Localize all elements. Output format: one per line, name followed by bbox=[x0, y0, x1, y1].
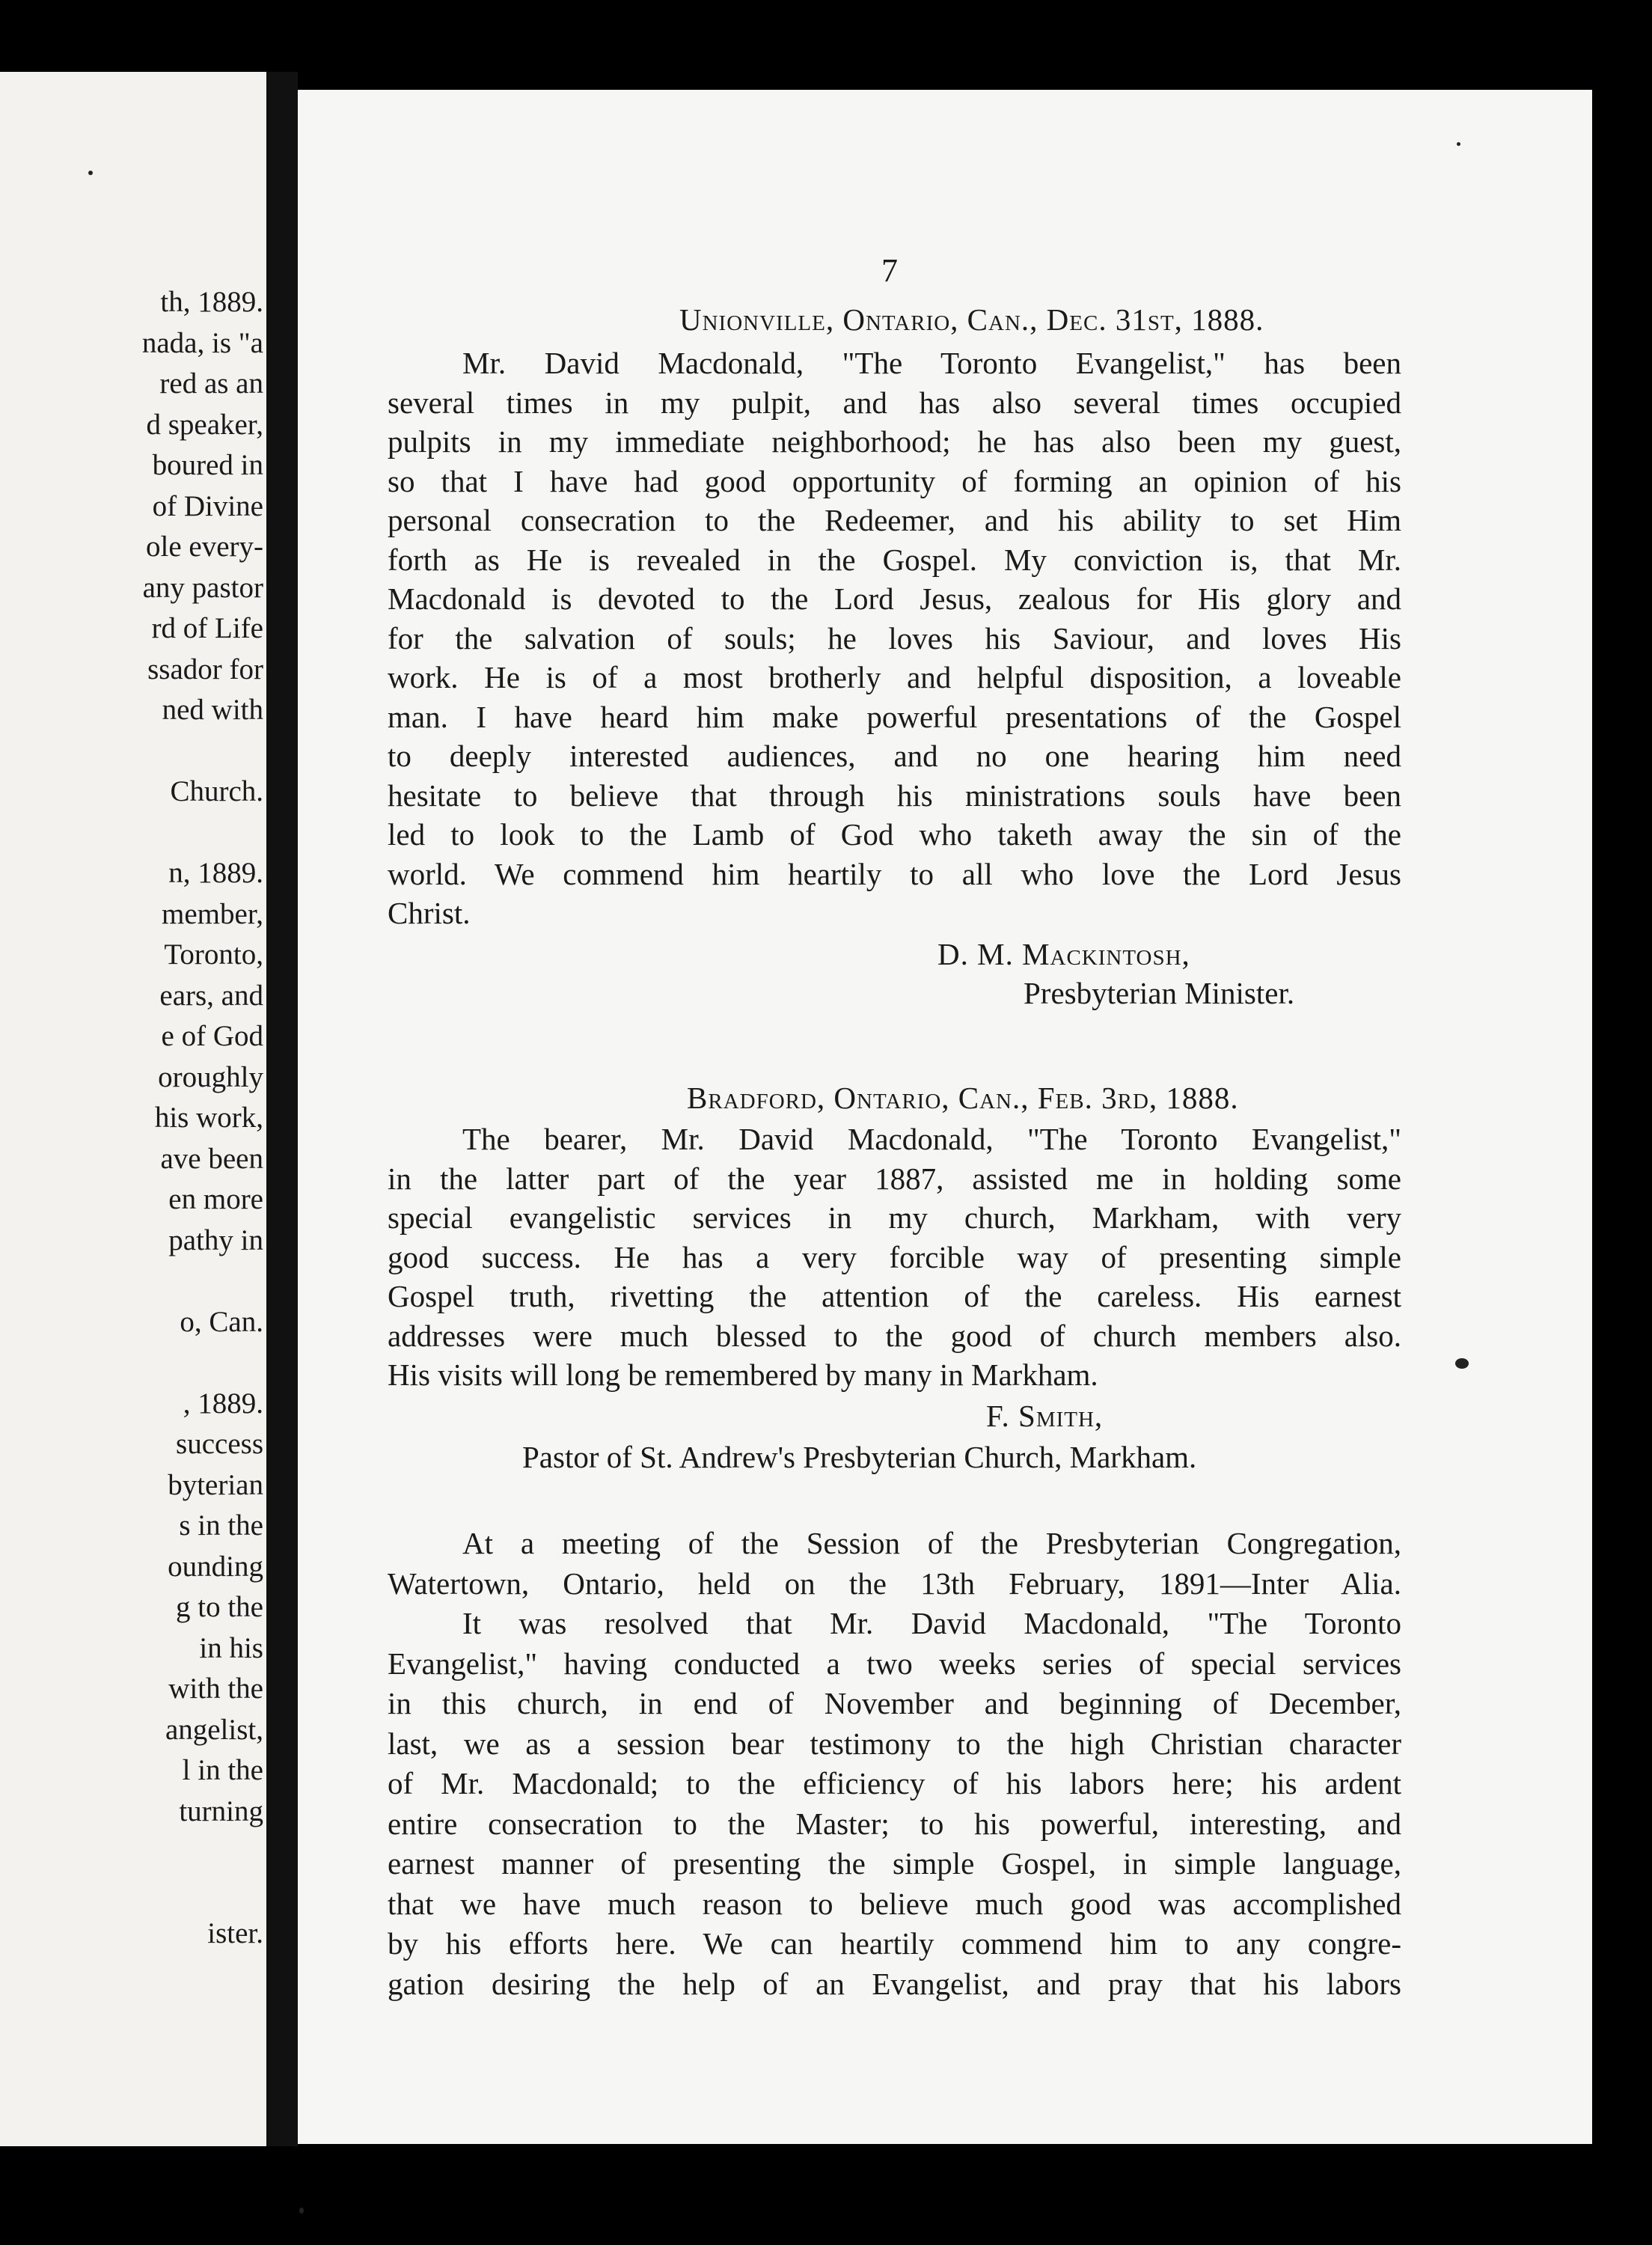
left-page-line: in his bbox=[199, 1631, 263, 1664]
text-line: addresses were much blessed to the good of church members also. bbox=[388, 1318, 1401, 1353]
letter2-signature-name: F. Smith, bbox=[986, 1399, 1104, 1433]
text-line: At a meeting of the Session of the Presbyterian Congregation, bbox=[462, 1526, 1401, 1560]
text-line: pulpits in my immediate neighborhood; he has also been my guest, bbox=[388, 424, 1401, 459]
left-page-line: ister. bbox=[207, 1917, 263, 1949]
left-page-line: ounding bbox=[168, 1550, 263, 1583]
left-page-line: ned with bbox=[162, 694, 263, 726]
text-line: by his efforts here. We can heartily commend him to any congre- bbox=[388, 1926, 1401, 1961]
letter1-signature-name: D. M. Mackintosh, bbox=[937, 937, 1190, 971]
text-line: Macdonald is devoted to the Lord Jesus, zealous for His glory and bbox=[388, 581, 1401, 616]
left-page-line: byterian bbox=[168, 1468, 263, 1501]
text-line: entire consecration to the Master; to his powerful, interesting, and bbox=[388, 1806, 1401, 1841]
left-page-line: boured in bbox=[152, 449, 263, 481]
text-line: world. We commend him heartily to all who love the Lord Jesus bbox=[388, 856, 1401, 891]
left-page-line: turning bbox=[179, 1795, 263, 1827]
left-page-line: oroughly bbox=[158, 1060, 263, 1093]
left-page-line: n, 1889. bbox=[168, 857, 263, 889]
ink-speck bbox=[299, 2208, 304, 2214]
text-line: gation desiring the help of an Evangelist, and pray that his labors bbox=[388, 1966, 1401, 2001]
text-line: Christ. bbox=[388, 896, 471, 930]
text-line: special evangelistic services in my church, Markham, with very bbox=[388, 1200, 1401, 1235]
page-gutter bbox=[266, 72, 298, 2146]
text-line: that we have much reason to believe much good was accomplished bbox=[388, 1886, 1401, 1921]
left-page-line: l in the bbox=[182, 1754, 263, 1786]
ink-speck bbox=[88, 171, 93, 175]
text-line: led to look to the Lamb of God who taketh away the sin of the bbox=[388, 817, 1401, 852]
text-line: work. He is of a most brotherly and helpful disposition, a loveable bbox=[388, 660, 1401, 694]
left-page-line: e of God bbox=[161, 1020, 263, 1052]
text-line: for the salvation of souls; he loves his Saviour, and loves His bbox=[388, 620, 1401, 656]
left-page-line: ssador for bbox=[147, 653, 263, 685]
left-page-line: , 1889. bbox=[183, 1387, 263, 1420]
text-line: His visits will long be remembered by many in Markham. bbox=[388, 1357, 1098, 1392]
left-page-line: en more bbox=[168, 1183, 263, 1215]
left-page-line: Church. bbox=[170, 775, 263, 807]
left-facing-page bbox=[0, 72, 266, 2146]
text-line: good success. He has a very forcible way of presenting simple bbox=[388, 1239, 1401, 1274]
left-page-line: with the bbox=[168, 1673, 263, 1705]
left-page-line: red as an bbox=[159, 367, 263, 400]
letter2-signature-title: Pastor of St. Andrew's Presbyterian Church, Markham. bbox=[522, 1440, 1197, 1474]
text-line: in this church, in end of November and beginning of December, bbox=[388, 1686, 1401, 1720]
left-page-line: angelist, bbox=[165, 1713, 263, 1746]
left-page-line: pathy in bbox=[168, 1224, 263, 1256]
left-page-line: rd of Life bbox=[151, 612, 263, 644]
letter2-dateline: Bradford, Ontario, Can., Feb. 3rd, 1888. bbox=[687, 1081, 1239, 1115]
left-page-line: th, 1889. bbox=[160, 286, 263, 318]
text-line: It was resolved that Mr. David Macdonald, "The Toronto bbox=[462, 1606, 1401, 1640]
text-line: personal consecration to the Redeemer, and his ability to set Him bbox=[388, 503, 1401, 537]
ink-speck bbox=[1457, 142, 1460, 146]
text-line: Gospel truth, rivetting the attention of the careless. His earnest bbox=[388, 1279, 1401, 1313]
text-line: hesitate to believe that through his ministrations souls have been bbox=[388, 778, 1401, 813]
text-line: last, we as a session bear testimony to the high Christian character bbox=[388, 1726, 1401, 1761]
left-page-line: ole every- bbox=[146, 531, 263, 563]
text-line: Watertown, Ontario, held on the 13th February, 1891—Inter Alia. bbox=[388, 1566, 1401, 1601]
text-line: earnest manner of presenting the simple Gospel, in simple language, bbox=[388, 1846, 1401, 1881]
left-page-line: success bbox=[176, 1428, 263, 1460]
text-line: of Mr. Macdonald; to the efficiency of his labors here; his ardent bbox=[388, 1766, 1401, 1800]
left-page-line: nada, is "a bbox=[141, 326, 263, 359]
letter1-signature-title: Presbyterian Minister. bbox=[1024, 976, 1295, 1010]
ink-speck bbox=[1455, 1358, 1469, 1369]
text-line: forth as He is revealed in the Gospel. My conviction is, that Mr. bbox=[388, 542, 1401, 577]
text-line: several times in my pulpit, and has also several times occupied bbox=[388, 385, 1401, 420]
text-line: Evangelist," having conducted a two weeks series of special services bbox=[388, 1646, 1401, 1681]
left-page-line: ears, and bbox=[159, 979, 263, 1012]
text-line: to deeply interested audiences, and no one hearing him need bbox=[388, 739, 1401, 773]
left-page-line: any pastor bbox=[142, 571, 263, 604]
text-line: The bearer, Mr. David Macdonald, "The Toronto Evangelist," bbox=[462, 1122, 1401, 1156]
text-line: so that I have had good opportunity of forming an opinion of his bbox=[388, 463, 1401, 498]
text-line: in the latter part of the year 1887, assisted me in holding some bbox=[388, 1161, 1401, 1196]
text-line: Mr. David Macdonald, "The Toronto Evangelist," has been bbox=[462, 346, 1401, 380]
page-number: 7 bbox=[881, 252, 898, 289]
left-page-line: of Divine bbox=[152, 489, 263, 522]
left-page-line: s in the bbox=[179, 1509, 263, 1542]
text-line: man. I have heard him make powerful presentations of the Gospel bbox=[388, 699, 1401, 734]
left-page-line: g to the bbox=[176, 1591, 263, 1623]
left-page-line: Toronto, bbox=[164, 938, 263, 971]
main-page bbox=[298, 90, 1592, 2144]
left-page-line: member, bbox=[162, 897, 263, 930]
left-page-line: ave been bbox=[160, 1142, 263, 1175]
left-page-line: d speaker, bbox=[146, 408, 263, 441]
left-page-line: o, Can. bbox=[180, 1305, 263, 1338]
left-page-line: his work, bbox=[154, 1102, 263, 1134]
letter1-dateline: Unionville, Ontario, Can., Dec. 31st, 1888. bbox=[679, 302, 1264, 337]
